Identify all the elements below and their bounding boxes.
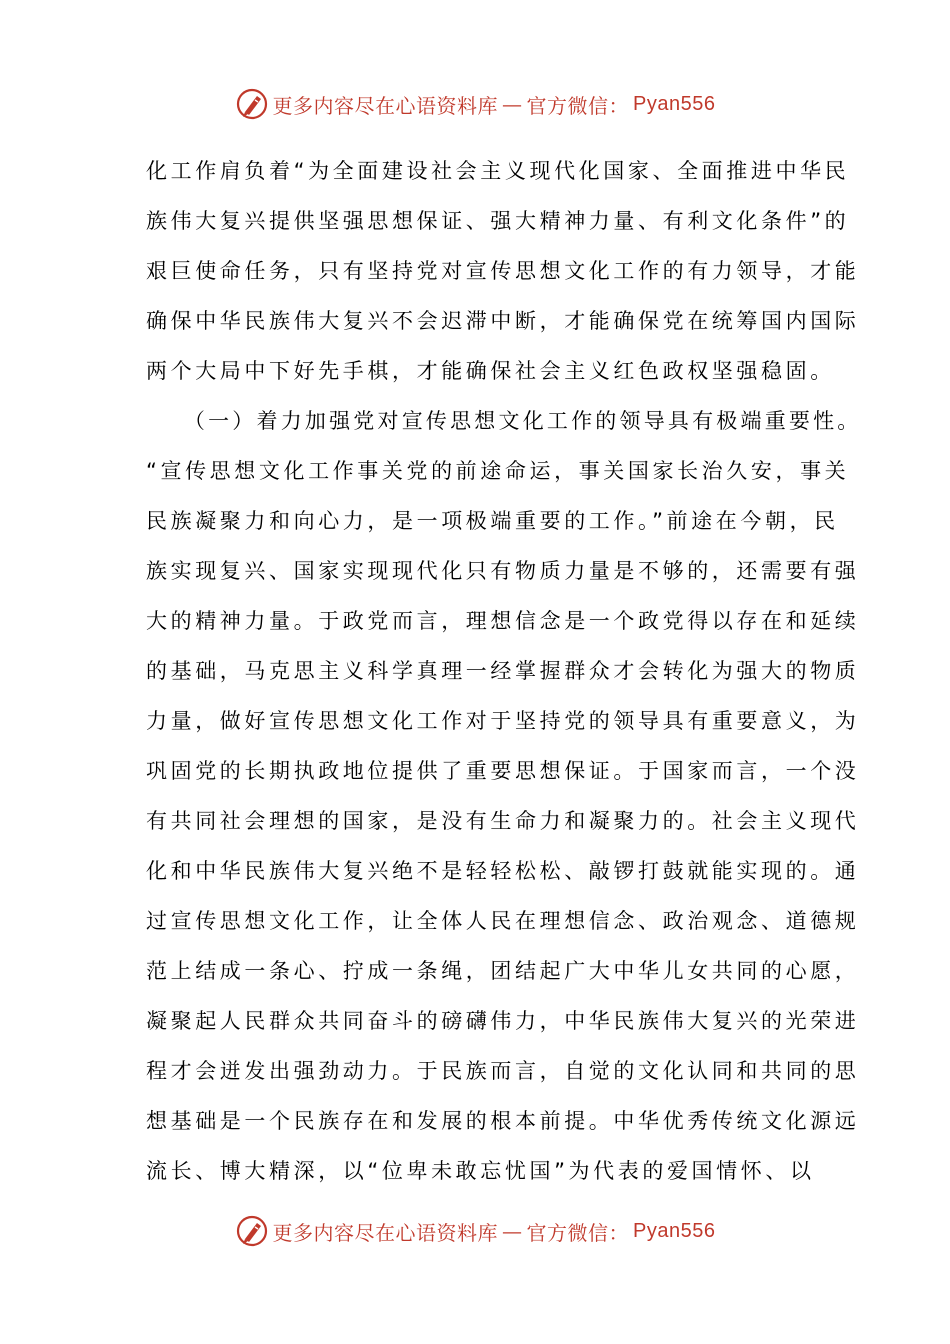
watermark-wechat-id: Pyan556 bbox=[633, 1219, 716, 1242]
text-line: 大的精神力量。于政党而言，理想信念是一个政党得以存在和延续 bbox=[146, 609, 860, 633]
text-line: 艰巨使命任务，只有坚持党对宣传思想文化工作的有力领导，才能 bbox=[146, 259, 860, 283]
text-line: “宣传思想文化工作事关党的前途命运，事关国家长治久安，事关 bbox=[146, 459, 850, 483]
header-watermark bbox=[0, 86, 950, 122]
text-line: 族实现复兴、国家实现现代化只有物质力量是不够的，还需要有强 bbox=[146, 559, 860, 583]
text-line: 巩固党的长期执政地位提供了重要思想保证。于国家而言，一个没 bbox=[146, 759, 860, 783]
pen-nib-seal-icon bbox=[235, 87, 269, 121]
watermark-wechat-label: 官方微信： bbox=[526, 1220, 630, 1245]
pen-nib-seal-icon bbox=[235, 1214, 269, 1248]
text-line: 民族凝聚力和向心力，是一项极端重要的工作。”前途在今朝，民 bbox=[146, 509, 839, 533]
watermark-site-text: 更多内容尽在心语资料库 bbox=[272, 1220, 499, 1245]
watermark-wechat-id: Pyan556 bbox=[633, 92, 716, 115]
watermark-separator: — bbox=[502, 92, 523, 116]
text-line: 确保中华民族伟大复兴不会迟滞中断，才能确保党在统筹国内国际 bbox=[146, 309, 860, 333]
document-body bbox=[146, 146, 862, 1196]
text-line: 想基础是一个民族存在和发展的根本前提。中华优秀传统文化源远 bbox=[146, 1109, 860, 1133]
text-line: 过宣传思想文化工作，让全体人民在理想信念、政治观念、道德规 bbox=[146, 909, 860, 933]
watermark-separator: — bbox=[502, 1219, 523, 1243]
text-line: 的基础，马克思主义科学真理一经掌握群众才会转化为强大的物质 bbox=[146, 659, 860, 683]
text-line: 化和中华民族伟大复兴绝不是轻轻松松、敲锣打鼓就能实现的。通 bbox=[146, 859, 860, 883]
footer-watermark bbox=[0, 1213, 950, 1249]
text-line: 程才会迸发出强劲动力。于民族而言，自觉的文化认同和共同的思 bbox=[146, 1059, 860, 1083]
text-line: 化工作肩负着“为全面建设社会主义现代化国家、全面推进中华民 bbox=[146, 159, 850, 183]
text-line: 有共同社会理想的国家，是没有生命力和凝聚力的。社会主义现代 bbox=[146, 809, 860, 833]
watermark-site-text: 更多内容尽在心语资料库 bbox=[272, 93, 499, 118]
text-line: 族伟大复兴提供坚强思想保证、强大精神力量、有利文化条件”的 bbox=[146, 209, 850, 233]
watermark-wechat-label: 官方微信： bbox=[526, 93, 630, 118]
text-line: 凝聚起人民群众共同奋斗的磅礴伟力，中华民族伟大复兴的光荣进 bbox=[146, 1009, 860, 1033]
text-line: 流长、博大精深，以“位卑未敢忘忧国”为代表的爱国情怀、以 bbox=[146, 1159, 815, 1183]
section-heading-line: （一）着力加强党对宣传思想文化工作的领导具有极端重要性。 bbox=[146, 409, 862, 433]
text-line: 力量，做好宣传思想文化工作对于坚持党的领导具有重要意义，为 bbox=[146, 709, 860, 733]
text-line: 范上结成一条心、拧成一条绳，团结起广大中华儿女共同的心愿， bbox=[146, 959, 860, 983]
text-line: 两个大局中下好先手棋，才能确保社会主义红色政权坚强稳固。 bbox=[146, 359, 835, 383]
